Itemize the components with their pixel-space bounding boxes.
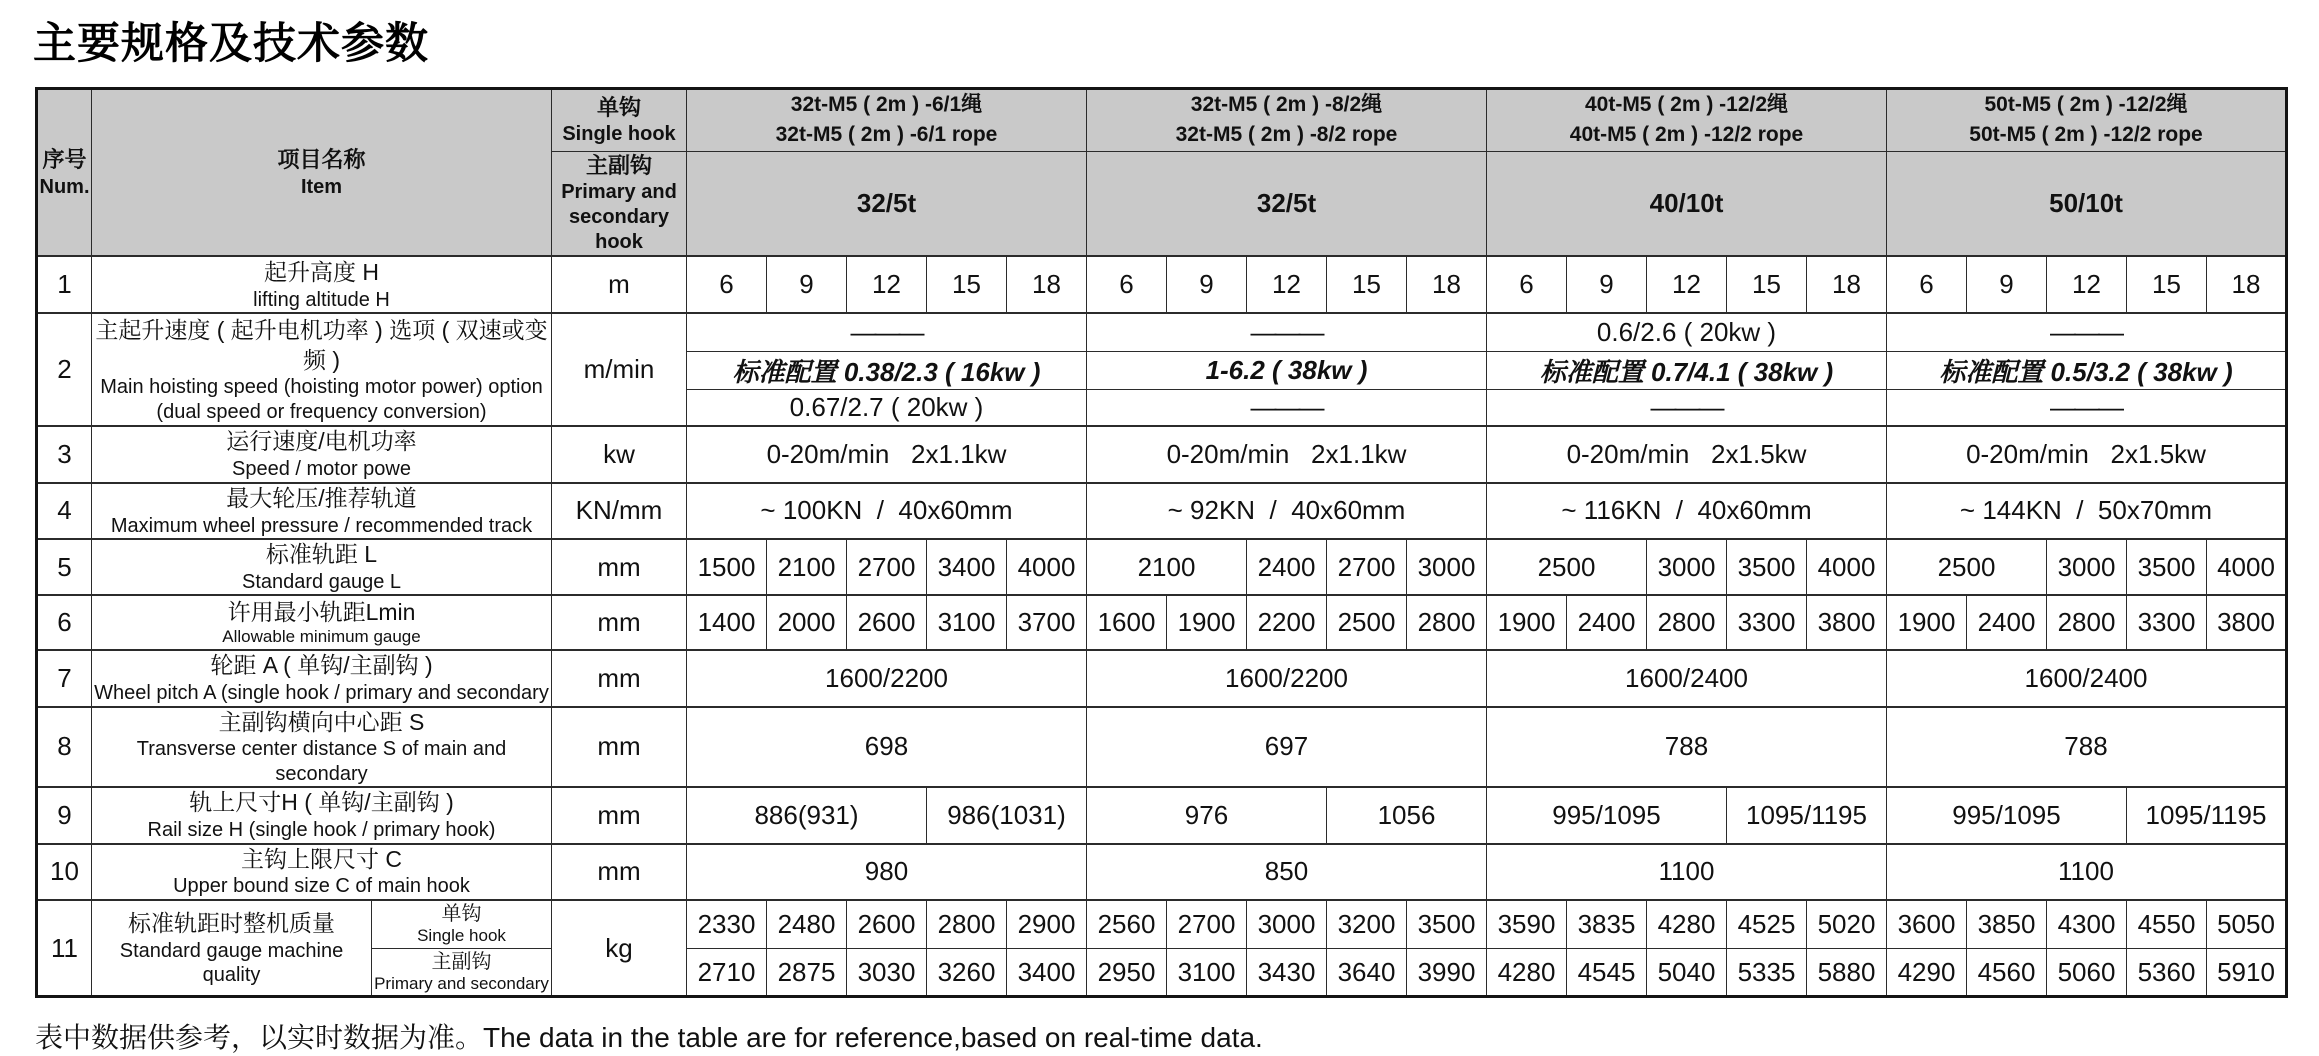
value-cell: 4000 bbox=[1007, 539, 1087, 595]
value-cell: 3100 bbox=[927, 595, 1007, 650]
value-cell: 2480 bbox=[767, 900, 847, 949]
row-num: 8 bbox=[37, 707, 92, 788]
item-label bbox=[92, 256, 552, 313]
value-cell: ——— bbox=[1487, 389, 1887, 426]
item-label bbox=[92, 483, 552, 539]
value-cell: 5020 bbox=[1807, 900, 1887, 949]
value-cell: ——— bbox=[1087, 313, 1487, 351]
value-cell: 标准配置 0.5/3.2 ( 38kw ) bbox=[1887, 351, 2287, 389]
value-cell: 3850 bbox=[1967, 900, 2047, 949]
hook-type-en: Single hook bbox=[417, 926, 506, 946]
value-cell: 标准配置 0.38/2.3 ( 16kw ) bbox=[687, 351, 1087, 389]
header-capacity-g3: 40/10t bbox=[1487, 151, 1887, 256]
unit-cell: kw bbox=[552, 426, 687, 482]
value-cell: 2200 bbox=[1247, 595, 1327, 650]
item-label bbox=[92, 426, 552, 482]
value-cell: 2330 bbox=[687, 900, 767, 949]
value-cell: 2560 bbox=[1087, 900, 1167, 949]
unit-cell: mm bbox=[552, 595, 687, 650]
row-num: 11 bbox=[37, 900, 92, 997]
value-cell: 4290 bbox=[1887, 949, 1967, 997]
header-capacity-g4: 50/10t bbox=[1887, 151, 2287, 256]
header-dual-hook-cn: 主副钩 bbox=[585, 152, 652, 178]
value-cell: 3000 bbox=[2047, 539, 2127, 595]
footnote: 表中数据供参考，以实时数据为准。The data in the table are for reference,based on real-time data. bbox=[35, 1022, 1263, 1054]
model-cn: 50t-M5 ( 2m ) -12/2绳 bbox=[1984, 93, 2188, 116]
header-num-en: Num. bbox=[39, 175, 90, 198]
value-cell: 697 bbox=[1087, 707, 1487, 788]
value-cell: 1600/2400 bbox=[1887, 650, 2287, 706]
value-cell: 1900 bbox=[1887, 595, 1967, 650]
item-label bbox=[92, 650, 552, 706]
model-en: 40t-M5 ( 2m ) -12/2 rope bbox=[1569, 123, 1804, 147]
value-cell: 2700 bbox=[1167, 900, 1247, 949]
item-label-cn: 最大轮压/推荐轨道 bbox=[226, 484, 417, 511]
model-cn: 32t-M5 ( 2m ) -8/2绳 bbox=[1190, 93, 1383, 116]
value-cell: 12 bbox=[847, 256, 927, 313]
value-cell: 0-20m/min 2x1.1kw bbox=[1087, 426, 1487, 482]
header-model-g3 bbox=[1487, 89, 1887, 152]
header-capacity-g1: 32/5t bbox=[687, 151, 1087, 256]
item-label-en: Maximum wheel pressure / recommended track bbox=[110, 514, 533, 537]
spec-table bbox=[35, 87, 2288, 998]
page-title: 主要规格及技术参数 bbox=[33, 20, 429, 68]
value-cell: 4545 bbox=[1567, 949, 1647, 997]
header-item bbox=[92, 89, 552, 257]
unit-cell: m/min bbox=[552, 313, 687, 426]
value-cell: 1500 bbox=[687, 539, 767, 595]
unit-cell: mm bbox=[552, 650, 687, 706]
value-cell: 2500 bbox=[1487, 539, 1647, 595]
item-label-en: Standard gauge L bbox=[241, 570, 402, 593]
value-cell: 850 bbox=[1087, 844, 1487, 900]
value-cell: 3030 bbox=[847, 949, 927, 997]
row-num: 1 bbox=[37, 256, 92, 313]
value-cell: 3800 bbox=[2207, 595, 2287, 650]
value-cell: 976 bbox=[1087, 787, 1327, 843]
value-cell: ——— bbox=[1087, 389, 1487, 426]
value-cell: 18 bbox=[1407, 256, 1487, 313]
value-cell: 1095/1195 bbox=[1727, 787, 1887, 843]
hook-type-en: Primary and secondary bbox=[374, 974, 549, 994]
value-cell: 2700 bbox=[847, 539, 927, 595]
value-cell: 1900 bbox=[1167, 595, 1247, 650]
header-item-cn: 项目名称 bbox=[277, 146, 366, 172]
item-label-cn: 起升高度 H bbox=[264, 258, 379, 285]
header-item-en: Item bbox=[300, 175, 343, 198]
value-cell: 15 bbox=[1727, 256, 1807, 313]
item-label-en: Allowable minimum gauge bbox=[222, 627, 421, 647]
value-cell: 6 bbox=[687, 256, 767, 313]
value-cell: 5040 bbox=[1647, 949, 1727, 997]
value-cell: 986(1031) bbox=[927, 787, 1087, 843]
item-label-en: Rail size H (single hook / primary hook) bbox=[147, 819, 496, 842]
row-num: 9 bbox=[37, 787, 92, 843]
value-cell: 0.6/2.6 ( 20kw ) bbox=[1487, 313, 1887, 351]
value-cell: 3500 bbox=[2127, 539, 2207, 595]
value-cell: ~ 144KN / 50x70mm bbox=[1887, 483, 2287, 539]
header-model-g1 bbox=[687, 89, 1087, 152]
header-single-hook bbox=[552, 89, 687, 152]
value-cell: 3640 bbox=[1327, 949, 1407, 997]
value-cell: 2400 bbox=[1967, 595, 2047, 650]
value-cell: 1600/2200 bbox=[687, 650, 1087, 706]
value-cell: 1-6.2 ( 38kw ) bbox=[1087, 351, 1487, 389]
header-capacity-g2: 32/5t bbox=[1087, 151, 1487, 256]
unit-cell: mm bbox=[552, 539, 687, 595]
value-cell: 3300 bbox=[1727, 595, 1807, 650]
value-cell: 3600 bbox=[1887, 900, 1967, 949]
value-cell: 1100 bbox=[1487, 844, 1887, 900]
value-cell: 886(931) bbox=[687, 787, 927, 843]
value-cell: 3200 bbox=[1327, 900, 1407, 949]
value-cell: 18 bbox=[2207, 256, 2287, 313]
value-cell: 2400 bbox=[1567, 595, 1647, 650]
value-cell: 1400 bbox=[687, 595, 767, 650]
value-cell: 3500 bbox=[1727, 539, 1807, 595]
value-cell: 3300 bbox=[2127, 595, 2207, 650]
value-cell: 2800 bbox=[1407, 595, 1487, 650]
value-cell: 4000 bbox=[2207, 539, 2287, 595]
model-en: 32t-M5 ( 2m ) -8/2 rope bbox=[1175, 123, 1398, 147]
value-cell: 4300 bbox=[2047, 900, 2127, 949]
item-label-en: Standard gauge machine quality bbox=[119, 939, 344, 987]
value-cell: ——— bbox=[1887, 313, 2287, 351]
value-cell: 5335 bbox=[1727, 949, 1807, 997]
value-cell: 3400 bbox=[927, 539, 1007, 595]
value-cell: 4560 bbox=[1967, 949, 2047, 997]
value-cell: 18 bbox=[1007, 256, 1087, 313]
value-cell: 5910 bbox=[2207, 949, 2287, 997]
unit-cell: kg bbox=[552, 900, 687, 997]
value-cell: 2600 bbox=[847, 595, 927, 650]
item-label-cn: 运行速度/电机功率 bbox=[226, 428, 417, 455]
item-label bbox=[92, 539, 552, 595]
value-cell: 995/1095 bbox=[1887, 787, 2127, 843]
value-cell: 9 bbox=[1967, 256, 2047, 313]
item-label bbox=[92, 900, 372, 997]
value-cell: 0-20m/min 2x1.5kw bbox=[1487, 426, 1887, 482]
value-cell: 698 bbox=[687, 707, 1087, 788]
header-single-hook-cn: 单钩 bbox=[596, 94, 641, 120]
value-cell: 3100 bbox=[1167, 949, 1247, 997]
value-cell: 6 bbox=[1887, 256, 1967, 313]
value-cell: 6 bbox=[1487, 256, 1567, 313]
unit-cell: m bbox=[552, 256, 687, 313]
value-cell: 788 bbox=[1887, 707, 2287, 788]
header-num bbox=[37, 89, 92, 257]
item-label bbox=[92, 313, 552, 426]
hook-type-dual bbox=[372, 949, 552, 997]
value-cell: 788 bbox=[1487, 707, 1887, 788]
value-cell: 1095/1195 bbox=[2127, 787, 2287, 843]
value-cell: 4280 bbox=[1487, 949, 1567, 997]
value-cell: 2500 bbox=[1887, 539, 2047, 595]
value-cell: 2875 bbox=[767, 949, 847, 997]
value-cell: 18 bbox=[1807, 256, 1887, 313]
value-cell: 4280 bbox=[1647, 900, 1727, 949]
value-cell: 2710 bbox=[687, 949, 767, 997]
value-cell: ~ 116KN / 40x60mm bbox=[1487, 483, 1887, 539]
value-cell: 5880 bbox=[1807, 949, 1887, 997]
item-label bbox=[92, 707, 552, 788]
item-label-cn: 轮距 A ( 单钩/主副钩 ) bbox=[210, 652, 433, 679]
value-cell: 9 bbox=[767, 256, 847, 313]
item-label-en: lifting altitude H bbox=[253, 288, 390, 311]
value-cell: 2000 bbox=[767, 595, 847, 650]
header-dual-hook-en: Primary and secondary hook bbox=[561, 181, 677, 254]
value-cell: 2800 bbox=[1647, 595, 1727, 650]
value-cell: 995/1095 bbox=[1487, 787, 1727, 843]
row-num: 7 bbox=[37, 650, 92, 706]
hook-type-cn: 单钩 bbox=[441, 903, 482, 926]
hook-type-single bbox=[372, 900, 552, 949]
value-cell: 2400 bbox=[1247, 539, 1327, 595]
row-num: 5 bbox=[37, 539, 92, 595]
model-en: 32t-M5 ( 2m ) -6/1 rope bbox=[775, 123, 998, 147]
value-cell: 3000 bbox=[1247, 900, 1327, 949]
value-cell: 12 bbox=[2047, 256, 2127, 313]
value-cell: 3800 bbox=[1807, 595, 1887, 650]
header-model-g2 bbox=[1087, 89, 1487, 152]
value-cell: 标准配置 0.7/4.1 ( 38kw ) bbox=[1487, 351, 1887, 389]
value-cell: 3400 bbox=[1007, 949, 1087, 997]
value-cell: 3700 bbox=[1007, 595, 1087, 650]
item-label bbox=[92, 787, 552, 843]
header-dual-hook bbox=[552, 151, 687, 256]
value-cell: 2100 bbox=[767, 539, 847, 595]
value-cell: 980 bbox=[687, 844, 1087, 900]
value-cell: 9 bbox=[1567, 256, 1647, 313]
item-label-en: Upper bound size C of main hook bbox=[173, 875, 470, 898]
value-cell: 9 bbox=[1167, 256, 1247, 313]
item-label-en: Speed / motor powe bbox=[232, 458, 411, 481]
unit-cell: mm bbox=[552, 707, 687, 788]
hook-type-cn: 主副钩 bbox=[431, 951, 492, 974]
value-cell: 3990 bbox=[1407, 949, 1487, 997]
value-cell: 4000 bbox=[1807, 539, 1887, 595]
value-cell: 3000 bbox=[1647, 539, 1727, 595]
value-cell: 1056 bbox=[1327, 787, 1487, 843]
value-cell: 6 bbox=[1087, 256, 1167, 313]
item-label bbox=[92, 844, 552, 900]
value-cell: 2800 bbox=[927, 900, 1007, 949]
item-label-en: Transverse center distance S of main and secondary bbox=[136, 738, 507, 785]
value-cell: 3000 bbox=[1407, 539, 1487, 595]
row-num: 3 bbox=[37, 426, 92, 482]
value-cell: 5060 bbox=[2047, 949, 2127, 997]
value-cell: 3260 bbox=[927, 949, 1007, 997]
unit-cell: mm bbox=[552, 787, 687, 843]
value-cell: 2800 bbox=[2047, 595, 2127, 650]
header-model-g4 bbox=[1887, 89, 2287, 152]
row-num: 6 bbox=[37, 595, 92, 650]
value-cell: 1600/2400 bbox=[1487, 650, 1887, 706]
item-label-en: Main hoisting speed (hoisting motor power) option bbox=[100, 376, 543, 399]
model-en: 50t-M5 ( 2m ) -12/2 rope bbox=[1969, 123, 2203, 147]
row-num: 2 bbox=[37, 313, 92, 426]
item-label-cn: 轨上尺寸H ( 单钩/主副钩 ) bbox=[189, 789, 454, 816]
value-cell: 2100 bbox=[1087, 539, 1247, 595]
value-cell: 4550 bbox=[2127, 900, 2207, 949]
model-cn: 32t-M5 ( 2m ) -6/1绳 bbox=[790, 93, 983, 116]
value-cell: 15 bbox=[1327, 256, 1407, 313]
value-cell: 3430 bbox=[1247, 949, 1327, 997]
value-cell: ——— bbox=[1887, 389, 2287, 426]
header-num-cn: 序号 bbox=[42, 146, 87, 172]
value-cell: 3500 bbox=[1407, 900, 1487, 949]
value-cell: ——— bbox=[687, 313, 1087, 351]
header-single-hook-en: Single hook bbox=[562, 123, 676, 146]
value-cell: 15 bbox=[2127, 256, 2207, 313]
row-num: 10 bbox=[37, 844, 92, 900]
value-cell: 2600 bbox=[847, 900, 927, 949]
value-cell: 5050 bbox=[2207, 900, 2287, 949]
value-cell: ~ 100KN / 40x60mm bbox=[687, 483, 1087, 539]
item-label-cn: 主钩上限尺寸 C bbox=[241, 845, 402, 872]
value-cell: 1600 bbox=[1087, 595, 1167, 650]
value-cell: 2700 bbox=[1327, 539, 1407, 595]
item-label bbox=[92, 595, 552, 650]
item-label-cn: 标准轨距时整机质量 bbox=[128, 909, 335, 936]
value-cell: 0-20m/min 2x1.5kw bbox=[1887, 426, 2287, 482]
value-cell: 3590 bbox=[1487, 900, 1567, 949]
value-cell: 12 bbox=[1247, 256, 1327, 313]
item-label-cn: 许用最小轨距Lmin bbox=[227, 598, 416, 625]
item-label-cn: 主起升速度 ( 起升电机功率 ) 选项 ( 双速或变频 ) bbox=[95, 316, 548, 373]
value-cell: 1900 bbox=[1487, 595, 1567, 650]
value-cell: 15 bbox=[927, 256, 1007, 313]
unit-cell: KN/mm bbox=[552, 483, 687, 539]
value-cell: 2500 bbox=[1327, 595, 1407, 650]
value-cell: ~ 92KN / 40x60mm bbox=[1087, 483, 1487, 539]
value-cell: 2950 bbox=[1087, 949, 1167, 997]
value-cell: 4525 bbox=[1727, 900, 1807, 949]
row-num: 4 bbox=[37, 483, 92, 539]
item-label-cn: 标准轨距 L bbox=[265, 541, 378, 568]
item-label-en: Wheel pitch A (single hook / primary and secondary bbox=[94, 682, 549, 705]
value-cell: 1100 bbox=[1887, 844, 2287, 900]
item-label-cn: 主副钩横向中心距 S bbox=[218, 708, 425, 735]
value-cell: 12 bbox=[1647, 256, 1727, 313]
item-label-en: (dual speed or frequency conversion) bbox=[156, 400, 487, 423]
unit-cell: mm bbox=[552, 844, 687, 900]
value-cell: 0-20m/min 2x1.1kw bbox=[687, 426, 1087, 482]
value-cell: 3835 bbox=[1567, 900, 1647, 949]
model-cn: 40t-M5 ( 2m ) -12/2绳 bbox=[1584, 93, 1789, 116]
value-cell: 1600/2200 bbox=[1087, 650, 1487, 706]
value-cell: 5360 bbox=[2127, 949, 2207, 997]
value-cell: 0.67/2.7 ( 20kw ) bbox=[687, 389, 1087, 426]
value-cell: 2900 bbox=[1007, 900, 1087, 949]
